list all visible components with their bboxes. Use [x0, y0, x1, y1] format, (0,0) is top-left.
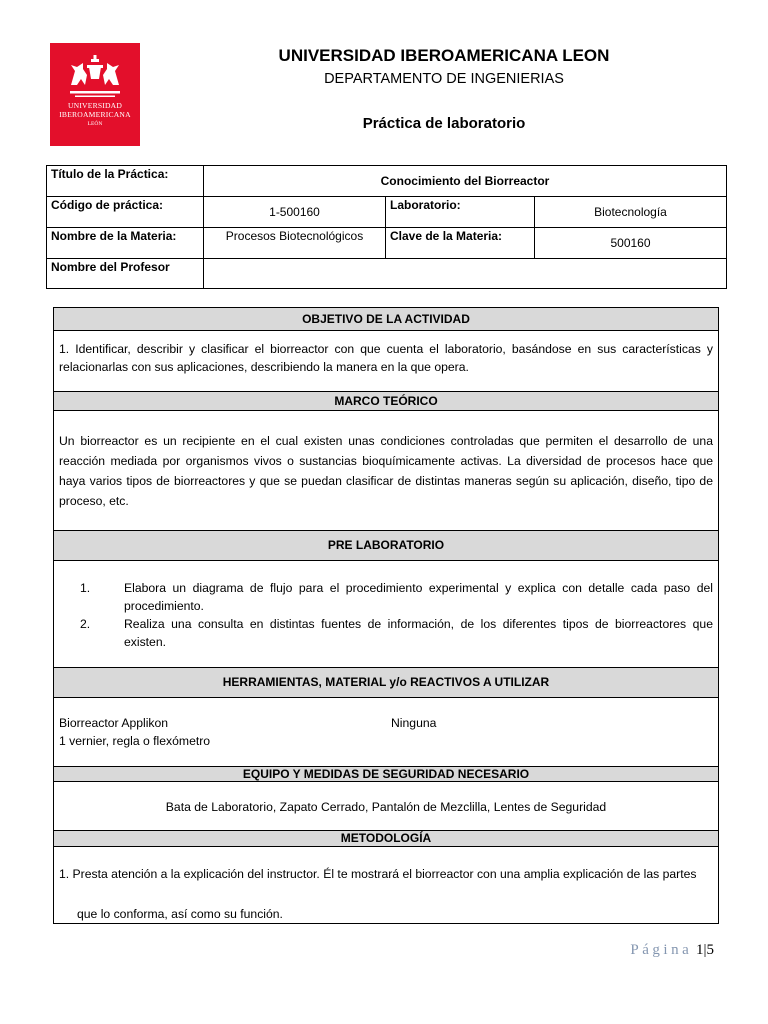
logo-text-line3: LEÓN: [87, 121, 103, 127]
practice-code-value: 1-500160: [204, 197, 386, 228]
subject-name-value: Procesos Biotecnológicos: [204, 228, 386, 259]
tools-left-line2: 1 vernier, regla o flexómetro: [59, 734, 211, 748]
safety-text: Bata de Laboratorio, Zapato Cerrado, Pantalón de Mezclilla, Lentes de Seguridad: [165, 800, 607, 814]
practice-title-label: Título de la Práctica:: [47, 166, 204, 197]
practice-title-value: Conocimiento del Biorreactor: [204, 166, 727, 197]
table-row: [47, 166, 727, 197]
prelab-list: [59, 579, 713, 651]
laboratory-value: Biotecnología: [535, 197, 727, 228]
methodology-text-continued: que lo conforma, así como su función.: [77, 907, 283, 921]
list-item-text: Elabora un diagrama de flujo para el procedimiento experimental y explica con detalle cada paso del procedimiento.: [124, 581, 713, 613]
objective-heading: OBJETIVO DE LA ACTIVIDAD: [54, 308, 718, 331]
subject-key-value: 500160: [535, 228, 727, 259]
subject-key-label: Clave de la Materia:: [386, 228, 535, 259]
university-crest-icon: [67, 55, 123, 99]
list-item-text: Realiza una consulta en distintas fuentes de información, de los diferentes tipos de biorreactores que existen.: [124, 617, 713, 649]
logo-text-line1: UNIVERSIDAD: [67, 101, 123, 110]
safety-heading: EQUIPO Y MEDIDAS DE SEGURIDAD NECESARIO: [54, 766, 718, 782]
tools-left-line1: Biorreactor Applikon: [59, 716, 169, 730]
subject-name-label: Nombre de la Materia:: [47, 228, 204, 259]
objective-text: 1. Identificar, describir y clasificar el biorreactor con que cuenta el laboratorio, basándose en sus características y relacionarlas con sus aplicaciones, describiendo la manera en la que opera.: [59, 342, 713, 374]
professor-label: Nombre del Profesor: [47, 259, 204, 289]
practice-info-table: [46, 165, 727, 289]
list-item: [59, 579, 713, 615]
theory-text: Un biorreactor es un recipiente en el cual existen unas condiciones controladas que permiten el desarrollo de una reacción mediada por organismos vivos o sustancias bioquímicamente activas. La diversidad de procesos hace que haya varios tipos de biorreactores y que se puedan clasificar de distintas maneras según su aplicación, diseño, tipo de proceso, etc.: [59, 434, 713, 508]
table-row: [47, 228, 727, 259]
professor-value: [204, 259, 727, 289]
page-total: 5: [706, 942, 714, 958]
methodology-text: 1. Presta atención a la explicación del instructor. Él te mostrará el biorreactor con una amplia explicación de las partes: [59, 867, 697, 881]
table-row: [47, 259, 727, 289]
university-logo: [50, 43, 140, 146]
theory-heading: MARCO TEÓRICO: [54, 391, 718, 411]
methodology-heading: METODOLOGÍA: [54, 830, 718, 847]
document-type: Práctica de laboratorio: [362, 115, 526, 132]
table-row: [47, 197, 727, 228]
university-name: UNIVERSIDAD IBEROAMERICANA LEON: [278, 46, 610, 65]
laboratory-label: Laboratorio:: [386, 197, 535, 228]
list-item: [59, 615, 713, 651]
tools-right-text: Ninguna: [391, 716, 437, 730]
prelab-heading: PRE LABORATORIO: [54, 530, 718, 561]
practice-code-label: Código de práctica:: [47, 197, 204, 228]
page-footer: [630, 942, 714, 959]
page-number: 1: [695, 942, 704, 958]
tools-heading: HERRAMIENTAS, MATERIAL y/o REACTIVOS A UTILIZAR: [54, 667, 718, 698]
page-separator: |: [703, 942, 707, 958]
list-item-number: 2.: [80, 617, 91, 631]
department-name: DEPARTAMENTO DE INGENIERIAS: [324, 71, 564, 87]
page-word: Página: [630, 942, 693, 958]
list-item-number: 1.: [80, 581, 91, 595]
activity-sections: [53, 307, 719, 924]
logo-text-line2: IBEROAMERICANA: [59, 110, 131, 119]
